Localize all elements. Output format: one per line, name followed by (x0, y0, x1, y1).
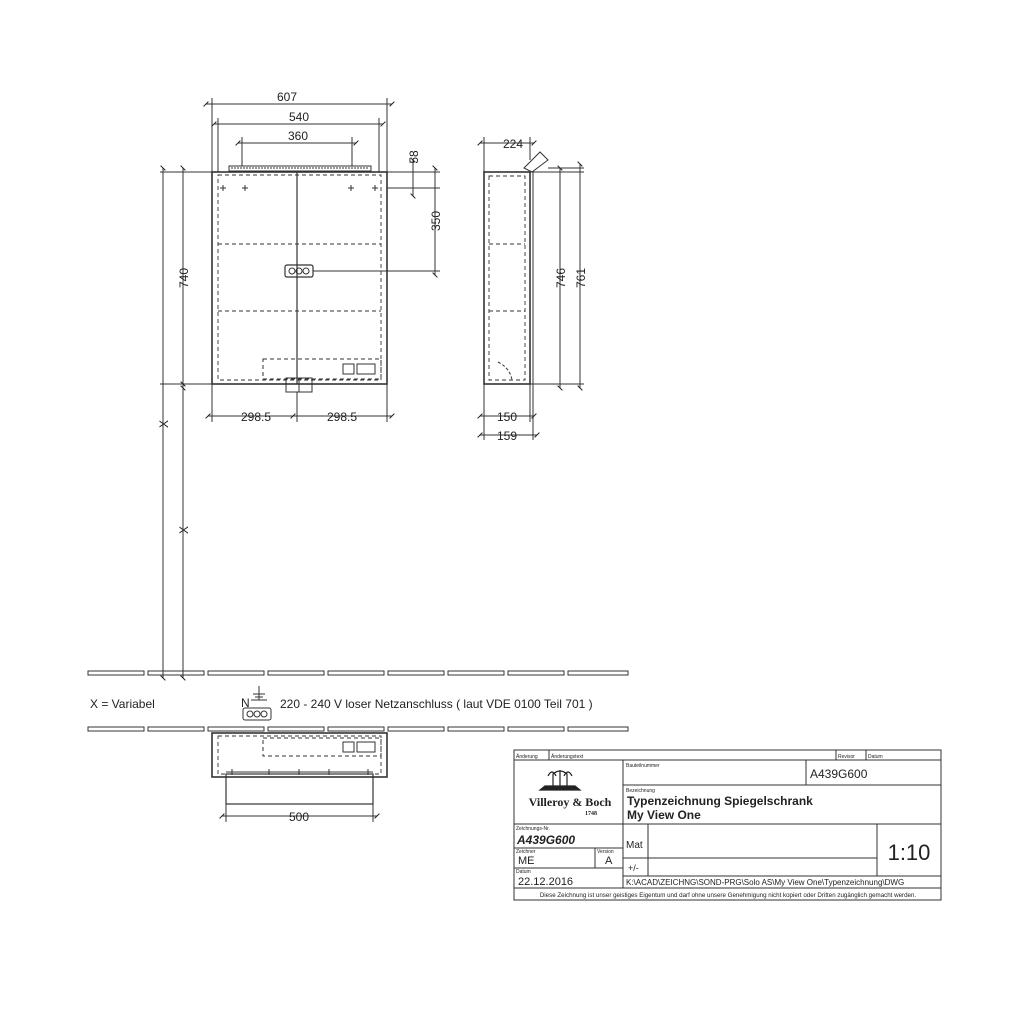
dim-height-total: 761 (574, 267, 588, 289)
dim-mounting-height-1: X (157, 419, 171, 429)
brand-logo (529, 770, 612, 817)
brand-name: Villeroy & Boch (528, 795, 612, 809)
side-dimension-labels (497, 137, 588, 443)
title-block-text (516, 753, 930, 899)
date: 22.12.2016 (518, 876, 574, 888)
label-date: Datum (516, 869, 531, 875)
floor-line-lower (88, 727, 628, 731)
dim-door-right: 298.5 (326, 410, 358, 424)
front-dimension-lines (160, 98, 440, 678)
label-part-number: Bauteilnummer (626, 763, 660, 769)
front-dimension-labels (157, 90, 443, 534)
dim-mounting-height-2: X (177, 525, 191, 535)
dim-depth-total: 159 (496, 429, 518, 443)
brand-year: 1748 (585, 811, 597, 817)
label-drafter: Zeichner (516, 849, 536, 855)
label-designation: Bezeichnung (626, 788, 655, 794)
power-symbol-label: N (241, 696, 250, 710)
label-change-text: Änderungstext (551, 754, 584, 760)
dim-width-light: 360 (287, 129, 309, 143)
floor-line-upper (88, 671, 628, 675)
dim-door-left: 298.5 (240, 410, 272, 424)
part-number: A439G600 (810, 767, 868, 781)
dim-width-total: 607 (276, 90, 298, 104)
dim-height-body: 746 (554, 267, 568, 289)
drafter: ME (518, 855, 535, 867)
label-tolerance: +/- (628, 863, 639, 873)
label-change: Änderung (516, 754, 538, 760)
version: A (605, 855, 613, 867)
side-view (484, 152, 548, 384)
side-dimension-lines (480, 137, 584, 440)
file-path: K:\ACAD\ZEICHNG\SOND-PRG\Solo AS\My View One\Typenzeichnung\DWG (626, 878, 905, 887)
label-mat: Mat (626, 840, 643, 851)
label-date-header: Datum (868, 754, 883, 760)
fountain-icon (540, 770, 580, 790)
dim-top-offset: 58 (407, 150, 421, 164)
plan-view (212, 733, 387, 804)
legend (90, 686, 593, 720)
designation-line1: Typenzeichnung Spiegelschrank (627, 794, 813, 808)
copyright-notice: Diese Zeichnung ist unser geistiges Eigentum und darf ohne unsere Genehmigung nicht kopiert oder Dritten zugänglich gemacht werden. (539, 892, 917, 899)
front-view-light-points (220, 185, 378, 191)
designation-line2: My View One (627, 808, 701, 822)
drawing-no: A439G600 (517, 833, 576, 847)
label-version: Version (597, 849, 614, 855)
legend-variable: X = Variabel (90, 697, 155, 711)
scale: 1:10 (887, 840, 931, 865)
dim-shelf-depth: 350 (429, 210, 443, 232)
dim-height: 740 (177, 267, 191, 289)
label-revisor: Revisor (838, 754, 855, 760)
dim-depth-body: 150 (496, 410, 518, 424)
dim-top-depth: 224 (502, 137, 524, 151)
dim-width-inner: 540 (288, 110, 310, 124)
legend-power: 220 - 240 V loser Netzanschluss ( laut VDE 0100 Teil 701 ) (280, 697, 593, 711)
label-drawing-no: Zeichnungs-Nr. (516, 826, 550, 832)
dim-plan-width: 500 (288, 810, 310, 824)
front-view (212, 166, 440, 392)
